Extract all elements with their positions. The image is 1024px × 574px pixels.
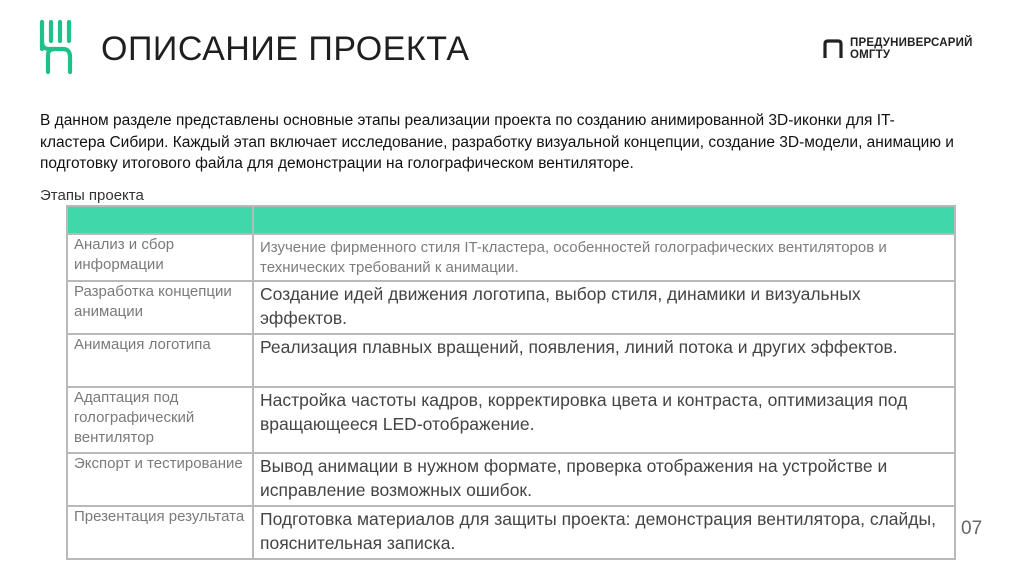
stage-description: Реализация плавных вращений, появления, линий потока и других эффектов. [253, 334, 955, 387]
table-caption: Этапы проекта [40, 187, 144, 204]
table-row [67, 281, 955, 334]
table-header-cell [253, 206, 955, 234]
table-header-cell [67, 206, 253, 234]
brand-name: ПРЕДУНИВЕРСАРИЙ [850, 37, 973, 49]
table-row [67, 387, 955, 453]
stage-description: Создание идей движения логотипа, выбор стиля, динамики и визуальных эффектов. [253, 281, 955, 334]
page-title: ОПИСАНИЕ ПРОЕКТА [101, 30, 470, 68]
intro-paragraph: В данном разделе представлены основные этапы реализации проекта по созданию анимированной 3D-иконки для IT-кластера Сибири. Каждый этап включает исследование, разработку визуальной концепции, создание 3D-модели, анимацию и подготовку итогового файла для демонстрации на голографическом вентиляторе. [40, 112, 954, 172]
brand-logo [822, 37, 992, 63]
stage-description: Изучение фирменного стиля IT-кластера, особенностей голографических вентиляторов и технических требований к анимации. [253, 234, 955, 281]
table-row [67, 506, 955, 559]
table-row [67, 453, 955, 506]
page-number: 07 [961, 518, 983, 539]
table-row [67, 334, 955, 387]
hand-logo-icon [37, 19, 77, 75]
table-header-row [67, 206, 955, 234]
stage-name: Адаптация под голографический вентилятор [67, 387, 253, 453]
stage-name: Разработка концепции анимации [67, 281, 253, 334]
stages-table [66, 205, 956, 560]
stage-name: Анализ и сбор информации [67, 234, 253, 281]
stage-description: Вывод анимации в нужном формате, проверка отображения на устройстве и исправление возможных ошибок. [253, 453, 955, 506]
stage-name: Презентация результата [67, 506, 253, 559]
stage-description: Подготовка материалов для защиты проекта: демонстрация вентилятора, слайды, пояснительная записка. [253, 506, 955, 559]
stage-name: Экспорт и тестирование [67, 453, 253, 506]
preduniversary-logo-icon [822, 39, 844, 59]
stage-description: Настройка частоты кадров, корректировка цвета и контраста, оптимизация под вращающееся LED-отображение. [253, 387, 955, 453]
brand-subname: ОМГТУ [850, 49, 891, 61]
table-row [67, 234, 955, 281]
stage-name: Анимация логотипа [67, 334, 253, 387]
